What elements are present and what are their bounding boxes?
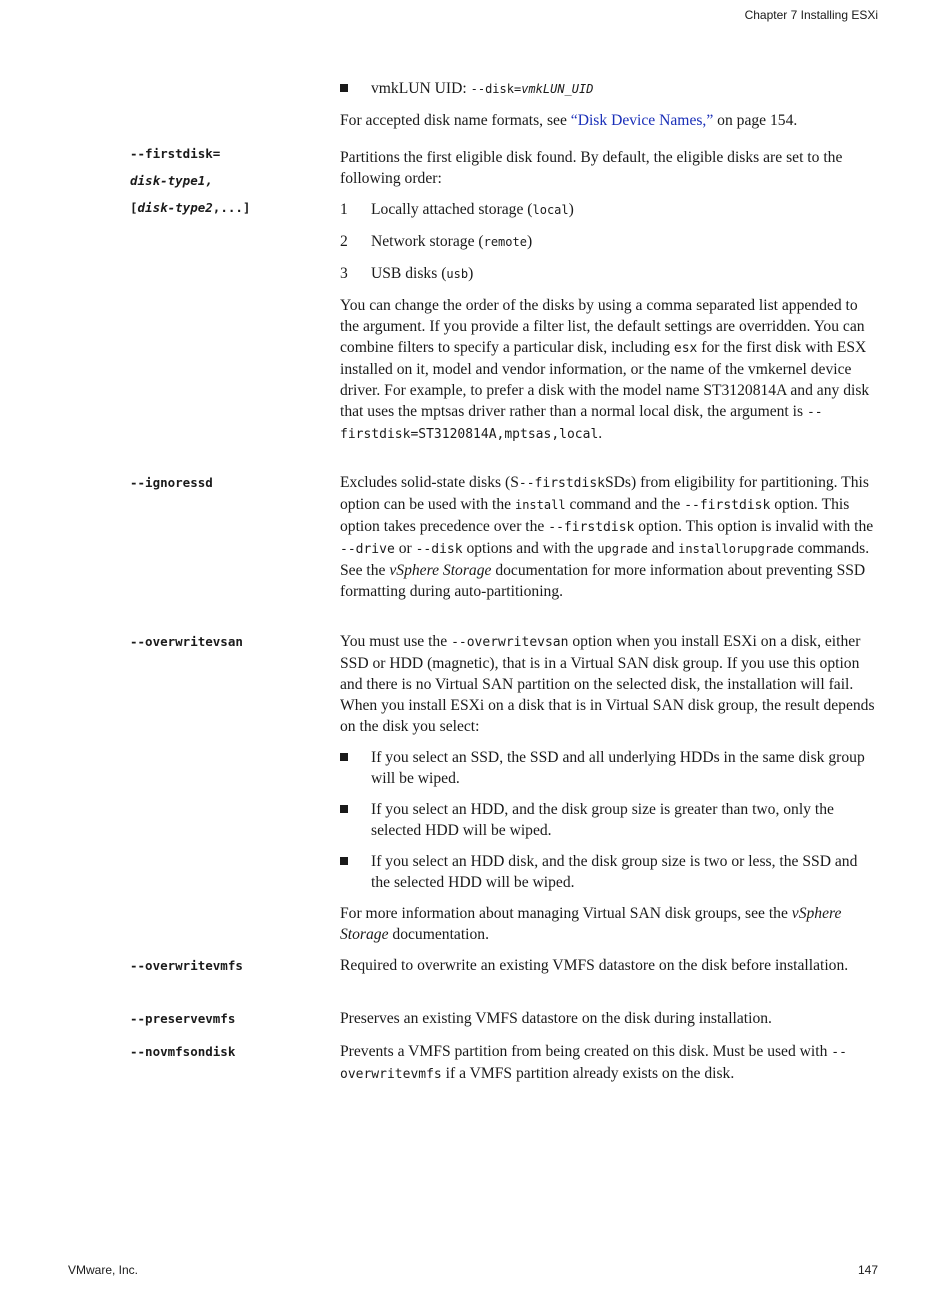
list-item: 3 USB disks (usb) (340, 265, 474, 282)
option-desc-overwritevmfs: Required to overwrite an existing VMFS datastore on the disk before installation. (340, 957, 849, 974)
list-item: If you select an SSD, the SSD and all underlying HDDs in the same disk group will be wiped. (340, 747, 878, 789)
bullet-square-icon (340, 84, 348, 92)
option-term-novmfsondisk: --novmfsondisk (130, 1044, 236, 1059)
firstdisk-paragraph: You can change the order of the disks by using a comma separated list appended to the argument. If you provide a filter list, the default settings are overridden. You can combine filters to specify a particular disk, including esx for the first disk with ESX installed on it, model and vendor information, or the name of the vmkernel device driver. For example, to prefer a disk with the model name ST3120814A and any disk that uses the mptsas driver rather than a normal local disk, the argument is --firstdisk=ST3120814A,mptsas,local. (340, 297, 870, 442)
bullet-square-icon (340, 753, 348, 761)
option-term-preservevmfs: --preservevmfs (130, 1011, 236, 1026)
option-desc-ignoressd: Excludes solid-state disks (S--firstdiskSDs) from eligibility for partitioning. This option can be used with the install command and the --firstdisk option. This option takes precedence over the --firstdisk option. This option is invalid with the --drive or --disk options and with the upgrade and installorupgrade commands. See the vSphere Storage documentation for more information about preventing SSD formatting during auto-partitioning. (340, 474, 874, 600)
option-desc-firstdisk: Partitions the first eligible disk found. By default, the eligible disks are set to the following order: 1 Locally attached storage (local) 2 Network storage (remote) 3 USB disks (usb) You can change the order of the disks by using a comma separated list appended to the argument. If you provide a filter list, the default settings are overridden. You can combine filters to specify a particular disk, including esx for the first disk with ESX installed on it, model and vendor information, or the name of the vmkernel device driver. For example, to prefer a disk with the model name ST3120814A and any disk that uses the mptsas driver rather than a normal local disk, the argument is --firstdisk=ST3120814A,mptsas,local. (340, 147, 878, 445)
top-continuation (340, 78, 878, 131)
option-term-overwritevsan: --overwritevsan (130, 634, 243, 649)
page-number: 147 (857, 1263, 878, 1277)
option-desc-overwritevsan: You must use the --overwritevsan option when you install ESXi on a disk, either SSD or HDD (magnetic), that is in a Virtual SAN disk group. If you use this option and there is no Virtual SAN partition on the selected disk, the installation will fail. When you install ESXi on a disk that is in Virtual SAN disk group, the result depends on the disk you select: If you select an SSD, the SSD and all underlying HDDs in the same disk group will be wiped. If you select an HDD, and the disk group size is greater than two, only the selected HDD will be wiped. If you select an HDD disk, and the disk group size is two or less, the SSD and the selected HDD will be wiped. For more information about managing Virtual SAN disk groups, see the vSphere Storage documentation. (340, 631, 878, 945)
list-item: 1 Locally attached storage (local) (340, 201, 574, 218)
option-desc-novmfsondisk: Prevents a VMFS partition from being created on this disk. Must be used with --overwritevmfs if a VMFS partition already exists on the disk. (340, 1043, 847, 1082)
chapter-header: Chapter 7 Installing ESXi (744, 8, 878, 22)
list-item: 2 Network storage (remote) (340, 233, 533, 250)
bullet-square-icon (340, 857, 348, 865)
option-term-ignoressd: --ignoressd (130, 475, 213, 490)
option-term-overwritevmfs: --overwritevmfs (130, 958, 243, 973)
disk-device-names-link[interactable]: “Disk Device Names,” (570, 112, 714, 129)
footer-company: VMware, Inc. (68, 1263, 139, 1277)
formats-paragraph: For accepted disk name formats, see “Disk Device Names,” on page 154. (340, 112, 798, 129)
option-desc-preservevmfs: Preserves an existing VMFS datastore on the disk during installation. (340, 1010, 772, 1027)
list-item: If you select an HDD, and the disk group size is greater than two, only the selected HDD will be wiped. (340, 799, 878, 841)
list-item: If you select an HDD disk, and the disk group size is two or less, the SSD and the selected HDD will be wiped. (340, 851, 878, 893)
bullet-square-icon (340, 805, 348, 813)
list-item: vmkLUN UID: --disk=vmkLUN_UID (340, 78, 878, 100)
option-term-firstdisk: --firstdisk= disk-type1, [disk-type2,...] (130, 146, 251, 215)
